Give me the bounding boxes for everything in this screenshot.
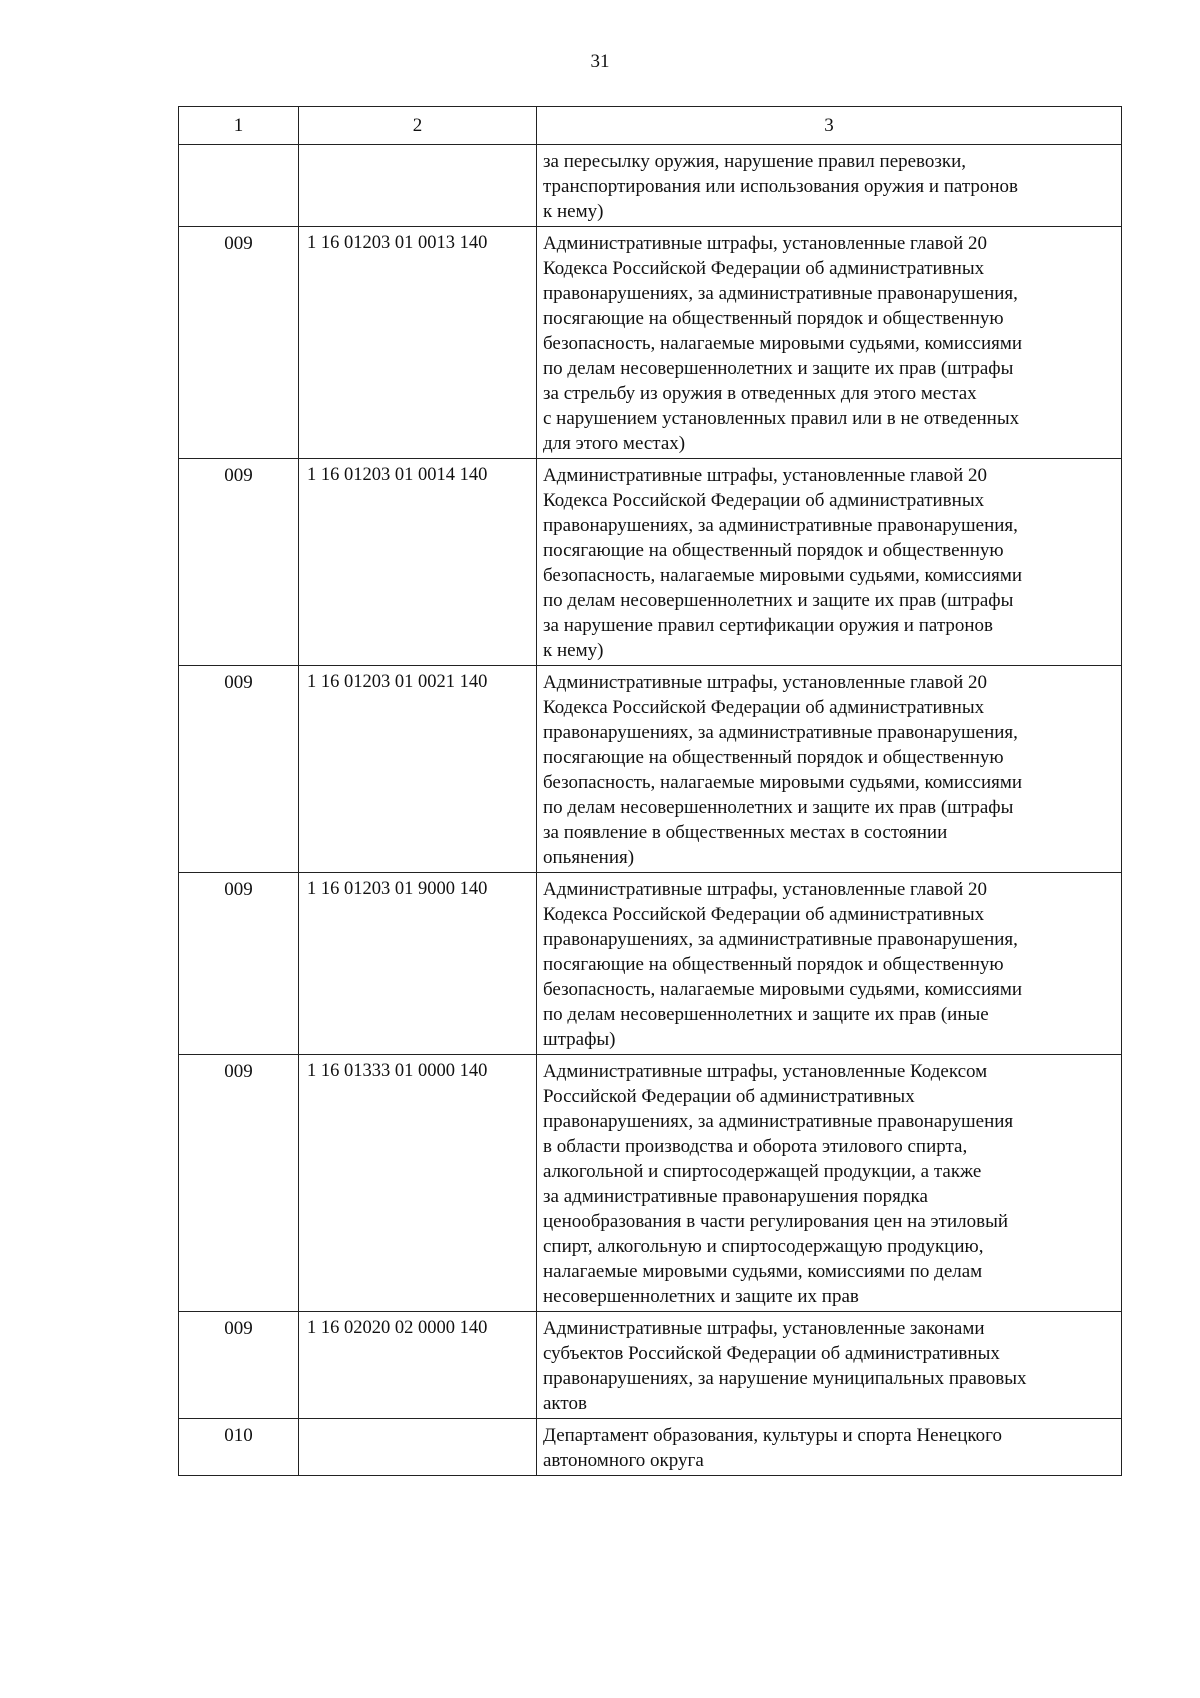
description-line: несовершеннолетних и защите их прав: [543, 1286, 859, 1307]
description-cell: [537, 666, 1122, 873]
description-line: по делам несовершеннолетних и защите их прав (иные: [543, 1004, 989, 1025]
column-header-1: 1: [179, 107, 299, 145]
description-line: Административные штрафы, установленные главой 20: [543, 879, 988, 900]
description-line: с нарушением установленных правил или в не отведенных: [543, 408, 1020, 429]
table-row: [179, 145, 1122, 227]
table-row: [179, 227, 1122, 459]
description-line: правонарушениях, за административные правонарушения,: [543, 283, 1018, 304]
table-row: [179, 1312, 1122, 1419]
description-line: штрафы): [543, 1029, 616, 1050]
table-row: [179, 873, 1122, 1055]
description-line: опьянения): [543, 847, 635, 868]
table-row: [179, 1055, 1122, 1312]
description-line: к нему): [543, 201, 604, 222]
description-line: за появление в общественных местах в состоянии: [543, 822, 948, 843]
description-line: правонарушениях, за административные правонарушения,: [543, 929, 1018, 950]
description-line: автономного округа: [543, 1450, 704, 1471]
description-line: Административные штрафы, установленные Кодексом: [543, 1061, 988, 1082]
budget-classification-code-cell: 1 16 02020 02 0000 140: [299, 1312, 537, 1419]
description-line: безопасность, налагаемые мировыми судьями, комиссиями: [543, 979, 1023, 1000]
description-line: ценообразования в части регулирования цен на этиловый: [543, 1211, 1009, 1232]
description-line: правонарушениях, за административные правонарушения: [543, 1111, 1014, 1132]
description-line: по делам несовершеннолетних и защите их прав (штрафы: [543, 590, 1014, 611]
description-line: посягающие на общественный порядок и общественную: [543, 954, 1004, 975]
description-cell: [537, 1055, 1122, 1312]
admin-code-cell: 009: [179, 666, 299, 873]
description-line: по делам несовершеннолетних и защите их прав (штрафы: [543, 358, 1014, 379]
description-line: Кодекса Российской Федерации об административных: [543, 697, 985, 718]
description-line: правонарушениях, за административные правонарушения,: [543, 722, 1018, 743]
description-line: к нему): [543, 640, 604, 661]
description-line: Российской Федерации об административных: [543, 1086, 915, 1107]
description-line: Департамент образования, культуры и спорта Ненецкого: [543, 1425, 1002, 1446]
admin-code-cell: 009: [179, 1055, 299, 1312]
description-line: правонарушениях, за нарушение муниципальных правовых: [543, 1368, 1027, 1389]
description-cell: [537, 227, 1122, 459]
description-line: транспортирования или использования оружия и патронов: [543, 176, 1019, 197]
description-line: правонарушениях, за административные правонарушения,: [543, 515, 1018, 536]
budget-codes-table: [178, 106, 1122, 1476]
description-line: посягающие на общественный порядок и общественную: [543, 308, 1004, 329]
budget-classification-code-cell: 1 16 01203 01 9000 140: [299, 873, 537, 1055]
header-row: [179, 107, 1122, 145]
budget-classification-code-cell: [299, 145, 537, 227]
description-line: актов: [543, 1393, 587, 1414]
description-line: безопасность, налагаемые мировыми судьями, комиссиями: [543, 333, 1023, 354]
admin-code-cell: 009: [179, 873, 299, 1055]
description-line: посягающие на общественный порядок и общественную: [543, 747, 1004, 768]
description-cell: [537, 873, 1122, 1055]
table-header: [179, 107, 1122, 145]
description-line: Кодекса Российской Федерации об административных: [543, 904, 985, 925]
description-cell: [537, 459, 1122, 666]
description-line: за стрельбу из оружия в отведенных для этого местах: [543, 383, 977, 404]
column-header-3: 3: [537, 107, 1122, 145]
table-body: [179, 145, 1122, 1476]
table-row: [179, 666, 1122, 873]
description-line: Административные штрафы, установленные законами: [543, 1318, 985, 1339]
description-cell: [537, 1312, 1122, 1419]
description-line: субъектов Российской Федерации об административных: [543, 1343, 1000, 1364]
description-line: по делам несовершеннолетних и защите их прав (штрафы: [543, 797, 1014, 818]
description-line: для этого местах): [543, 433, 686, 454]
description-line: безопасность, налагаемые мировыми судьями, комиссиями: [543, 772, 1023, 793]
description-cell: [537, 1419, 1122, 1476]
admin-code-cell: 010: [179, 1419, 299, 1476]
description-line: налагаемые мировыми судьями, комиссиями по делам: [543, 1261, 983, 1282]
description-line: за административные правонарушения порядка: [543, 1186, 928, 1207]
column-header-2: 2: [299, 107, 537, 145]
budget-classification-code-cell: 1 16 01203 01 0014 140: [299, 459, 537, 666]
description-line: алкогольной и спиртосодержащей продукции, а также: [543, 1161, 982, 1182]
budget-classification-code-cell: 1 16 01203 01 0013 140: [299, 227, 537, 459]
description-line: спирт, алкогольную и спиртосодержащую продукцию,: [543, 1236, 984, 1257]
admin-code-cell: 009: [179, 227, 299, 459]
admin-code-cell: 009: [179, 459, 299, 666]
description-line: безопасность, налагаемые мировыми судьями, комиссиями: [543, 565, 1023, 586]
budget-classification-code-cell: [299, 1419, 537, 1476]
description-line: за нарушение правил сертификации оружия и патронов: [543, 615, 994, 636]
description-line: Административные штрафы, установленные главой 20: [543, 465, 988, 486]
description-line: за пересылку оружия, нарушение правил перевозки,: [543, 151, 967, 172]
admin-code-cell: 009: [179, 1312, 299, 1419]
description-cell: [537, 145, 1122, 227]
budget-classification-code-cell: 1 16 01333 01 0000 140: [299, 1055, 537, 1312]
description-line: Административные штрафы, установленные главой 20: [543, 672, 988, 693]
description-line: Административные штрафы, установленные главой 20: [543, 233, 988, 254]
admin-code-cell: [179, 145, 299, 227]
table-row: [179, 1419, 1122, 1476]
budget-classification-code-cell: 1 16 01203 01 0021 140: [299, 666, 537, 873]
description-line: в области производства и оборота этилового спирта,: [543, 1136, 968, 1157]
description-line: Кодекса Российской Федерации об административных: [543, 490, 985, 511]
description-line: Кодекса Российской Федерации об административных: [543, 258, 985, 279]
table-row: [179, 459, 1122, 666]
page-number: 31: [590, 51, 610, 72]
description-line: посягающие на общественный порядок и общественную: [543, 540, 1004, 561]
